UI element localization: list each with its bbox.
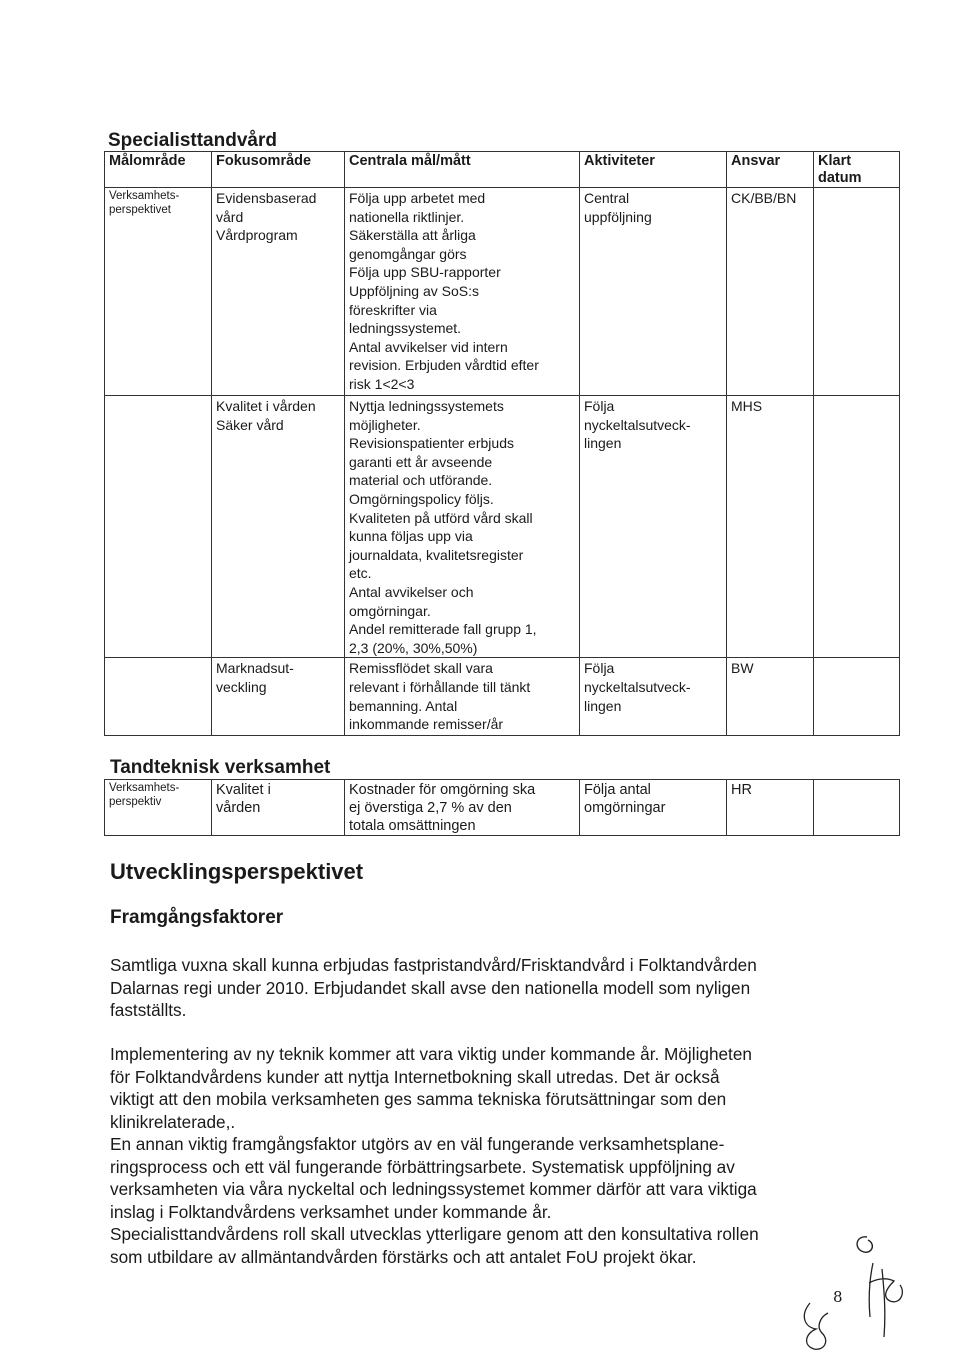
text-line: Specialisttandvårdens roll skall utvecklas ytterligare genom att den konsultativa rollen [110, 1224, 759, 1244]
cell-ansvar [727, 188, 814, 396]
text-line: En annan viktig framgångsfaktor utgörs av en väl fungerande verksamhetsplane- [110, 1134, 725, 1154]
cell-mal [345, 188, 580, 396]
text-line: omgörningar. [349, 602, 431, 619]
cell-fokus [212, 396, 345, 658]
text-line: perspektiv [109, 796, 162, 808]
text-line: 2,3 (20%, 30%,50%) [349, 639, 478, 656]
text-line: Följa antal [584, 782, 651, 798]
text-line: fastställts. [110, 1000, 187, 1020]
paragraph-fastpris [110, 954, 850, 1022]
header-malomrade: Målområde [105, 152, 212, 188]
text-line: garanti ett år avseende [349, 453, 493, 470]
text-line: Implementering av ny teknik kommer att vara viktig under kommande år. Möjligheten [110, 1044, 752, 1064]
cell-fokus [212, 780, 345, 836]
text-line: MHS [731, 398, 763, 414]
text-line: Säkerställa att årliga [349, 227, 476, 244]
subsection-title-framgangsfaktorer: Framgångsfaktorer [110, 907, 284, 928]
text-line: genomgångar görs [349, 245, 467, 262]
text-line: perspektivet [109, 204, 172, 216]
text-line: Kvalitet i [216, 782, 271, 798]
cell-malomrade [105, 780, 212, 836]
text-line: CK/BB/BN [731, 190, 797, 206]
text-line: Antal avvikelser och [349, 583, 474, 600]
text-line: lingen [584, 435, 622, 452]
text-line: relevant i förhållande till tänkt [349, 678, 531, 695]
table-header-row [105, 152, 900, 188]
text-line: journaldata, kvalitetsregister [349, 546, 524, 563]
cell-aktiviteter [580, 396, 727, 658]
text-line: verksamheten via våra nyckeltal och ledningssystemet kommer därför att vara viktiga [110, 1179, 757, 1199]
text-line: BW [731, 660, 754, 677]
text-line: nationella riktlinjer. [349, 208, 465, 225]
text-line: Följa upp SBU-rapporter [349, 264, 501, 281]
table-row [105, 658, 900, 736]
header-ansvar: Ansvar [727, 152, 814, 188]
text-line: HR [731, 782, 752, 798]
text-line: Evidensbaserad [216, 190, 317, 206]
text-line: Följa [584, 660, 615, 677]
cell-malomrade [105, 396, 212, 658]
text-line: kunna följas upp via [349, 528, 473, 545]
text-line: nyckeltalsutveck- [584, 678, 691, 695]
header-aktiviteter: Aktiviteter [580, 152, 727, 188]
text-line: inkommande remisser/år [349, 716, 504, 733]
text-line: Följa upp arbetet med [349, 190, 486, 206]
text-line: Vårdprogram [216, 227, 298, 244]
cell-klart [814, 188, 900, 396]
cell-mal [345, 658, 580, 736]
text-line: veckling [216, 678, 267, 695]
text-line: Remissflödet skall vara [349, 660, 493, 677]
text-line: Omgörningspolicy följs. [349, 490, 494, 507]
text-line: Andel remitterade fall grupp 1, [349, 621, 537, 638]
paragraph-implementering [110, 1043, 850, 1268]
table-row [105, 780, 900, 836]
text-line: material och utförande. [349, 472, 493, 489]
text-line: möjligheter. [349, 416, 421, 433]
text-line: Dalarnas regi under 2010. Erbjudandet skall avse den nationella modell som nyligen [110, 977, 751, 998]
text-line: bemanning. Antal [349, 697, 458, 714]
text-line: omgörningar [584, 800, 666, 816]
cell-ansvar [727, 396, 814, 658]
text-line: Antal avvikelser vid intern [349, 338, 508, 355]
header-centrala-mal: Centrala mål/mått [345, 152, 580, 188]
handwritten-initials-icon [790, 1225, 950, 1360]
header-fokusomrade: Fokusområde [212, 152, 345, 188]
cell-mal [345, 396, 580, 658]
cell-aktiviteter [580, 188, 727, 396]
text-line: som utbildare av allmäntandvården förstärks och att antalet FoU projekt ökar. [110, 1246, 697, 1267]
text-line: Central [584, 190, 630, 206]
text-line: etc. [349, 565, 372, 582]
cell-ansvar [727, 658, 814, 736]
table-row [105, 188, 900, 396]
text-line: Säker vård [216, 416, 284, 433]
text-line: Uppföljning av SoS:s [349, 282, 479, 299]
cell-fokus [212, 188, 345, 396]
text-line: nyckeltalsutveck- [584, 416, 691, 433]
text-line: föreskrifter via [349, 301, 437, 318]
section-title-utveckling: Utvecklingsperspektivet [110, 859, 364, 884]
cell-malomrade [105, 188, 212, 396]
text-line: Verksamhets- [109, 782, 180, 794]
text-line: risk 1<2<3 [349, 375, 415, 392]
text-line: Samtliga vuxna skall kunna erbjudas fastpristandvård/Frisktandvård i Folktandvården [110, 955, 757, 975]
specialist-table [104, 151, 900, 736]
page-number: 8 [833, 1288, 843, 1306]
cell-fokus [212, 658, 345, 736]
text-line: ringsprocess och ett väl fungerande förbättringsarbete. Systematisk uppföljning av [110, 1156, 735, 1177]
text-line: vård [216, 208, 244, 225]
cell-klart [814, 658, 900, 736]
text-line: Verksamhets- [109, 190, 180, 202]
text-line: klinikrelaterade,. [110, 1111, 236, 1132]
text-line: ej överstiga 2,7 % av den [349, 800, 512, 816]
text-line: viktigt att den mobila verksamheten ges samma tekniska förutsättningar som den [110, 1089, 727, 1109]
table-row [105, 396, 900, 658]
cell-ansvar [727, 780, 814, 836]
cell-malomrade [105, 658, 212, 736]
text-line: ledningssystemet. [349, 320, 462, 337]
cell-klart [814, 780, 900, 836]
section-title-tandteknisk: Tandteknisk verksamhet [110, 757, 331, 778]
cell-aktiviteter [580, 658, 727, 736]
cell-klart [814, 396, 900, 658]
section-title-specialisttandvard: Specialisttandvård [108, 130, 277, 151]
text-line: Kostnader för omgörning ska [349, 782, 536, 798]
text-line: totala omsättningen [349, 818, 476, 834]
tandteknisk-table [104, 779, 900, 836]
text-line: Kvalitet i vården [216, 398, 316, 414]
text-line: Marknadsut- [216, 660, 294, 677]
cell-aktiviteter [580, 780, 727, 836]
text-line: för Folktandvårdens kunder att nyttja Internetbokning skall utredas. Det är också [110, 1066, 720, 1087]
text-line: Revisionspatienter erbjuds [349, 435, 514, 452]
text-line: Följa [584, 398, 615, 414]
text-line: uppföljning [584, 208, 652, 225]
text-line: vården [216, 800, 261, 816]
text-line: lingen [584, 697, 622, 714]
text-line: inslag i Folktandvårdens verksamhet under kommande år. [110, 1201, 552, 1222]
header-klart-datum: Klart datum [814, 152, 900, 188]
text-line: Nyttja ledningssystemets [349, 398, 504, 414]
text-line: Kvaliteten på utförd vård skall [349, 509, 533, 526]
cell-mal [345, 780, 580, 836]
text-line: revision. Erbjuden vårdtid efter [349, 357, 539, 374]
